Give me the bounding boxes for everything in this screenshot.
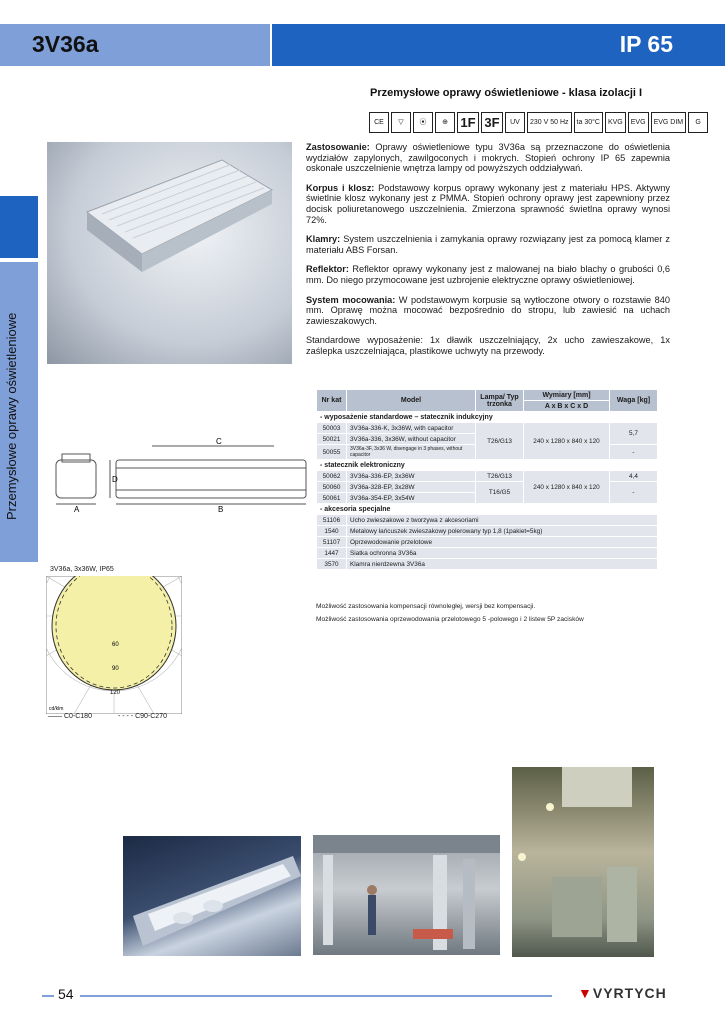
polar-unit: cd/klm <box>49 706 64 712</box>
footer-rule-left <box>42 995 54 997</box>
label-b: B <box>218 505 224 514</box>
table-row: 3570 Klamra nierdzewna 3V36a <box>317 559 658 570</box>
section-reflector: Reflektor: Reflektor oprawy wykonany jest z malowanej na biało blachy o grubości 0,6 mm. Do niego przymocowane jest uzbrojenie elektryczne oprawy oświetleniowej. <box>306 264 670 285</box>
tick-90: 90 <box>112 666 119 672</box>
table-row: 50061 3V36a-354-EP, 3x54W <box>317 493 658 504</box>
product-photo <box>47 142 292 364</box>
ambient-temp-icon: ta 30°C <box>574 112 603 133</box>
table-row: 1447 Siatka ochronna 3V36a <box>317 548 658 559</box>
table-row: 50060 3V36a-328-EP, 3x28W T16/G5 - <box>317 482 658 493</box>
section-electronic: - statecznik elektroniczny <box>317 460 658 471</box>
installation-room-photo <box>313 835 500 955</box>
standard-equipment: Standardowe wyposażenie: 1x dławik uszczelniający, 2x ucho zawieszakowe, 1x zaślepka uszczelniająca, plastikowe uchwyty na przewody. <box>306 335 670 356</box>
page-number: 54 <box>58 986 74 1002</box>
polar-legend <box>48 713 167 720</box>
industrial-hall-photo <box>512 767 654 957</box>
header-lamp: Lampa/ Typ trzonka <box>476 390 524 412</box>
brand-logo: ▼VYRTYCH <box>578 985 667 1001</box>
label-a: A <box>74 505 80 514</box>
table-row: 1540 Metalowy łańcuszek zwieszakowy polerowany typ 1,8 (1pakiet=5kg) <box>317 526 658 537</box>
section-mounting: System mocowania: W podstawowym korpusie są wytłoczone otwory o rozstawie 840 mm. Oprawę można mocować bezpośrednio do stropu, lub zawiesić na uchach zawieszakowych. <box>306 294 670 326</box>
tick-60: 60 <box>112 642 119 648</box>
header-dims: Wymiary [mm] <box>524 390 610 401</box>
sidebar-category: Przemysłowe oprawy oświetleniowe <box>4 312 19 520</box>
spec-table <box>316 389 658 570</box>
description <box>306 142 670 366</box>
header-nr: Nr kat <box>317 390 347 412</box>
certification-icons <box>369 112 708 134</box>
table-row: 50021 3V36a-336, 3x36W, without capacitor <box>317 434 658 445</box>
polar-diagram <box>46 576 182 714</box>
section-accessories: - akcesoria specjalne <box>317 504 658 515</box>
legend-dashed: - - - - C90-C270 <box>117 713 167 720</box>
section-inductive: - wyposażenie standardowe – statecznik indukcyjny <box>317 412 658 423</box>
ce-mark-icon: CE <box>369 112 389 133</box>
section-clamps: Klamry: System uszczelnienia i zamykania oprawy rozwiązany jest za pomocą klamer z materiału ABS Forsan. <box>306 234 670 255</box>
section-body: Korpus i klosz: Podstawowy korpus oprawy wykonany jest z materiału HPS. Aktywny świetlnie klosz wykonany jest z PMMA. Stopień ochrony oprawy jest zapewniony przez docisk poliuretanowego uszczelnienia. Zmierzona sprawność świetlna oprawy wynosi 72%. <box>306 182 671 225</box>
legend-solid: —— C0-C180 <box>48 713 92 720</box>
ip-rating: IP 65 <box>619 31 673 57</box>
safety-cert-icon: ⦿ <box>413 112 433 133</box>
quality-mark-icon: G <box>688 112 708 133</box>
note-wiring: Możliwość zastosowania oprzewodowania przelotowego 5 -polowego i 2 listew 5P zacisków <box>316 616 584 623</box>
label-c: C <box>216 438 222 446</box>
logo-mark-icon: ▼ <box>578 985 593 1001</box>
evg-ballast-icon: EVG <box>628 112 649 133</box>
earth-class-icon: ⊕ <box>435 112 455 133</box>
uv-stable-icon: UV <box>505 112 525 133</box>
dimension-drawing <box>50 438 312 514</box>
page-subtitle: Przemysłowe oprawy oświetleniowe - klasa izolacji I <box>370 87 643 99</box>
table-row: 50055 3V36a-3F, 3x36 W, disengage in 3 phases, without capacitor - <box>317 445 658 460</box>
table-row: 50003 3V36a-336-K, 3x36W, with capacitor T26/G13 240 x 1280 x 840 x 120 5,7 <box>317 423 658 434</box>
header-dims-sub: A x B x C x D <box>524 401 610 412</box>
evg-dim-icon: EVG DIM <box>651 112 687 133</box>
header-model: Model <box>347 390 476 412</box>
product-closeup-photo <box>123 836 301 956</box>
kvg-ballast-icon: KVG <box>605 112 626 133</box>
table-row: 51107 Oprzewodowanie przelotowe <box>317 537 658 548</box>
flammability-icon: ▽ <box>391 112 411 133</box>
header-weight: Waga [kg] <box>610 390 658 412</box>
voltage-icon: 230 V 50 Hz <box>527 112 572 133</box>
table-row: 50062 3V36a-336-EP, 3x36W T26/G13 240 x 1280 x 840 x 120 4,4 <box>317 471 658 482</box>
section-application: Zastosowanie: Oprawy oświetleniowe typu 3V36a są przeznaczone do oświetlenia wydziałów zapylonych, zawilgoconych i mokrych. Stopień ochrony IP 65 zapewnia oskonałe uszczelnienie wnętrza lampy od powyższych oddziaływań. <box>306 142 670 174</box>
label-d: D <box>112 475 118 484</box>
footer-rule <box>80 995 552 997</box>
tick-120: 120 <box>110 690 121 696</box>
three-phase-icon: 3F <box>481 112 503 133</box>
polar-title: 3V36a, 3x36W, IP65 <box>50 566 114 573</box>
product-title: 3V36a <box>32 31 99 57</box>
note-compensation: Możliwość zastosowania kompensacji równoległej, wersji bez kompensacji. <box>316 603 536 610</box>
table-row: 51106 Ucho zwieszakowe z tworzywa z akcesoriami <box>317 515 658 526</box>
single-phase-icon: 1F <box>457 112 479 133</box>
notes <box>316 600 584 626</box>
